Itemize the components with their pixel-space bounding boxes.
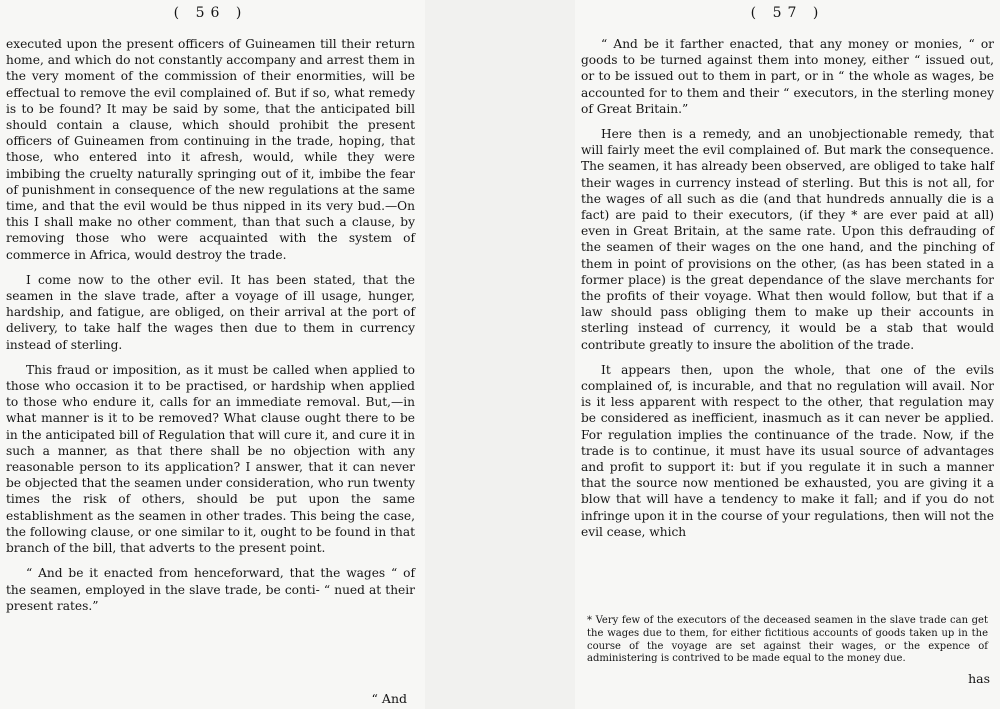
footnote: * Very few of the executors of the deceased seamen in the slave trade can get the wages due to them, for either fictitious accounts of goods taken up in the course of the voyage are set against their wages, or the expence of administering is contrived to be made equal to the money due. bbox=[587, 615, 988, 665]
paragraph: I come now to the other evil. It has been stated, that the seamen in the slave trade, after a voyage of ill usage, hunger, hardship, and fatigue, are obliged, on their arrival at the port of delivery, to take half the wages then due to them in currency instead of sterling. bbox=[6, 272, 415, 352]
quoted-clause: “ And be it enacted from henceforward, that the wages “ of the seamen, employed in the slave trade, be conti- “ nued at their present rates.” bbox=[6, 566, 415, 613]
paragraph: Here then is a remedy, and an unobjectionable remedy, that will fairly meet the evil complained of. But mark the consequence. The seamen, it has already been observed, are obliged to take half their wages in currency instead of sterling. But this is not all, for the wages of all such as die (and that hundreds annually die is a fact) are paid to their executors, (if they * are ever paid at all) even in Great Britain, at the same rate. Upon this defrauding of the seamen of their wages on the one hand, and the pinching of them in point of provisions on the other, (as has been stated in a former place) is the great dependance of the slave merchants for the profits of their voyage. What then would follow, but that if a law should pass obliging them to make up their accounts in sterling instead of currency, it would be a stab that would contribute greatly to insure the abolition of the trade. bbox=[581, 127, 994, 352]
catchword: “ And bbox=[371, 691, 407, 706]
paragraph: It appears then, upon the whole, that one of the evils complained of, is incurable, and that no regulation will avail. Nor is it less apparent with respect to the other, that regulation may be considered as inefficient, inasmuch as it can never be applied. For regulation implies the continuance of the trade. Now, if the trade is to continue, it must have its usual source of advantages and profit to support it: but if you regulate it in such a manner that the source now mentioned be exhausted, you are giving it a blow that will have a tendency to make it fall; and if you do not infringe upon it in the course of your regulations, then will not the evil cease, which bbox=[581, 362, 994, 539]
book-gutter bbox=[425, 0, 575, 709]
right-page bbox=[575, 0, 1000, 709]
page-number: ( 57 ) bbox=[750, 5, 825, 21]
paragraph: executed upon the present officers of Guineamen till their return home, and which do not constantly accompany and arrest them in the very moment of the commission of their enormities, will be effectual to remove the evil complained of. But if so, what remedy is to be found? It may be said by some, that the anticipated bill should contain a clause, which should prohibit the present officers of Guineamen from continuing in the trade, hoping, that those, who entered into it afresh, would, while they were imbibing the cruelty naturally springing out of it, imbibe the fear of punishment in consequence of the new regulations at the same time, and that the evil would be thus nipped in its very bud.—On this I shall make no other comment, than that such a clause, by removing those who were acquainted with the system of commerce in Africa, would destroy the trade. bbox=[6, 37, 415, 262]
quoted-clause: “ And be it farther enacted, that any money or monies, “ or goods to be turned against them into money, either “ issued out, or to be issued out to them in part, or in “ the whole as wages, be accounted for to them and their “ executors, in the sterling money of Great Britain.” bbox=[581, 37, 994, 116]
catchword: has bbox=[968, 671, 990, 686]
page-number: ( 56 ) bbox=[173, 5, 248, 21]
paragraph: This fraud or imposition, as it must be called when applied to those who occasion it to be practised, or hardship when applied to those who endure it, calls for an immediate removal. But,—in what manner is it to be removed? What clause ought there to be in the anticipated bill of Regulation that will cure it, and cure it in such a manner, as that there shall be no objection with any reasonable person to its application? I answer, that it can never be objected that the seamen under consideration, who run twenty times the risk of others, should be put upon the same establishment as the seamen in other trades. This being the case, the following clause, or one similar to it, ought to be found in that branch of the bill, that adverts to the present point. bbox=[6, 362, 415, 556]
left-page bbox=[0, 0, 425, 709]
